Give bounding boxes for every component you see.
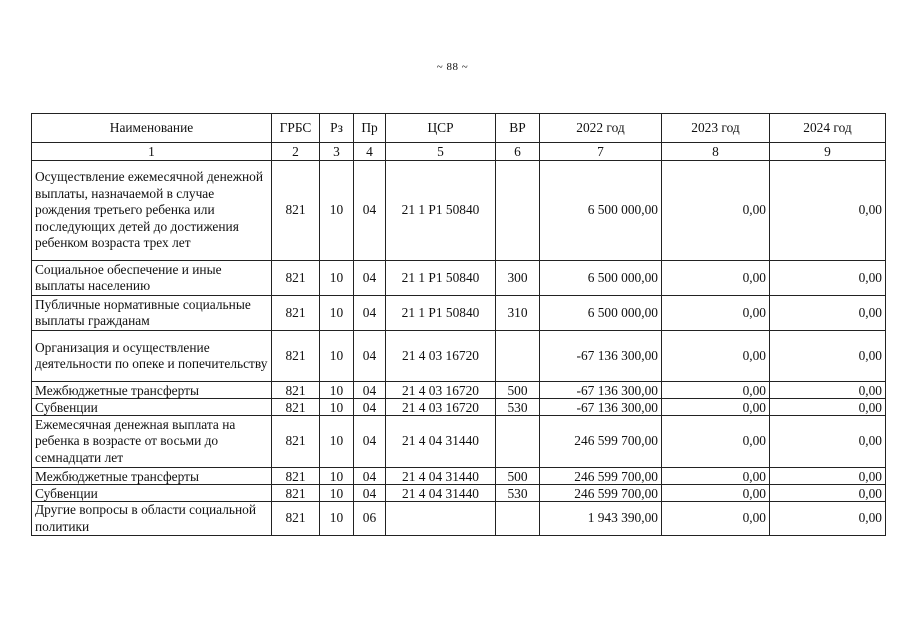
row-grbs: 821 [272,485,320,502]
row-vr [496,161,540,261]
table-row [32,382,886,399]
row-pr: 04 [354,399,386,416]
row-2024: 0,00 [770,485,886,502]
table-row [32,296,886,331]
row-csr: 21 4 03 16720 [386,331,496,382]
row-rz: 10 [320,296,354,331]
row-2022: 246 599 700,00 [540,468,662,485]
column-number: 3 [320,143,354,161]
table-row [32,161,886,261]
row-pr: 04 [354,468,386,485]
row-rz: 10 [320,331,354,382]
row-name: Субвенции [32,399,272,416]
row-rz: 10 [320,485,354,502]
row-csr: 21 4 03 16720 [386,399,496,416]
row-vr: 530 [496,399,540,416]
row-csr: 21 1 P1 50840 [386,161,496,261]
row-csr: 21 1 P1 50840 [386,261,496,296]
row-name: Межбюджетные трансферты [32,382,272,399]
row-grbs: 821 [272,261,320,296]
page-number: ~ 88 ~ [436,61,469,73]
column-number: 8 [662,143,770,161]
row-2023: 0,00 [662,416,770,468]
row-grbs: 821 [272,502,320,536]
header-2022: 2022 год [540,114,662,143]
header-grbs: ГРБС [272,114,320,143]
row-2023: 0,00 [662,468,770,485]
table-row [32,331,886,382]
row-vr: 530 [496,485,540,502]
column-number: 6 [496,143,540,161]
row-2024: 0,00 [770,161,886,261]
row-pr: 04 [354,296,386,331]
header-rz: Рз [320,114,354,143]
header-2023: 2023 год [662,114,770,143]
row-rz: 10 [320,416,354,468]
row-grbs: 821 [272,416,320,468]
row-vr: 300 [496,261,540,296]
row-2023: 0,00 [662,502,770,536]
table-row [32,502,886,536]
table-row [32,399,886,416]
column-number: 5 [386,143,496,161]
row-grbs: 821 [272,399,320,416]
column-number: 2 [272,143,320,161]
row-pr: 04 [354,261,386,296]
row-2024: 0,00 [770,261,886,296]
row-pr: 04 [354,485,386,502]
row-2022: 6 500 000,00 [540,261,662,296]
header-vr: ВР [496,114,540,143]
column-number: 9 [770,143,886,161]
row-grbs: 821 [272,331,320,382]
row-csr: 21 1 P1 50840 [386,296,496,331]
row-pr: 04 [354,331,386,382]
row-name: Публичные нормативные социальные выплаты гражданам [32,296,272,331]
row-grbs: 821 [272,382,320,399]
row-2022: 6 500 000,00 [540,296,662,331]
row-csr: 21 4 04 31440 [386,485,496,502]
row-name: Субвенции [32,485,272,502]
column-number-row [32,143,886,161]
row-vr: 500 [496,382,540,399]
row-name: Ежемесячная денежная выплата на ребенка в возрасте от восьми до семнадцати лет [32,416,272,468]
row-pr: 04 [354,161,386,261]
row-csr: 21 4 04 31440 [386,468,496,485]
row-vr [496,331,540,382]
row-name: Организация и осуществление деятельности по опеке и попечительству [32,331,272,382]
row-2023: 0,00 [662,161,770,261]
row-name: Социальное обеспечение и иные выплаты населению [32,261,272,296]
row-2022: -67 136 300,00 [540,382,662,399]
row-2024: 0,00 [770,416,886,468]
row-2022: 1 943 390,00 [540,502,662,536]
row-rz: 10 [320,399,354,416]
row-pr: 04 [354,382,386,399]
row-2024: 0,00 [770,399,886,416]
row-grbs: 821 [272,468,320,485]
row-2022: 246 599 700,00 [540,416,662,468]
row-csr: 21 4 03 16720 [386,382,496,399]
header-row [32,114,886,143]
row-2023: 0,00 [662,296,770,331]
row-2022: -67 136 300,00 [540,331,662,382]
row-vr: 310 [496,296,540,331]
row-name: Осуществление ежемесячной денежной выплаты, назначаемой в случае рождения третьего ребенка или последующих детей до достижения ребенком возраста трех лет [32,161,272,261]
row-pr: 04 [354,416,386,468]
row-2022: -67 136 300,00 [540,399,662,416]
row-2023: 0,00 [662,261,770,296]
row-2023: 0,00 [662,399,770,416]
table-row [32,261,886,296]
row-pr: 06 [354,502,386,536]
row-2022: 246 599 700,00 [540,485,662,502]
row-grbs: 821 [272,296,320,331]
row-rz: 10 [320,161,354,261]
header-2024: 2024 год [770,114,886,143]
table-row [32,485,886,502]
row-name: Другие вопросы в области социальной политики [32,502,272,536]
header-pr: Пр [354,114,386,143]
row-2023: 0,00 [662,382,770,399]
column-number: 1 [32,143,272,161]
row-2023: 0,00 [662,331,770,382]
row-name: Межбюджетные трансферты [32,468,272,485]
row-rz: 10 [320,261,354,296]
budget-table [31,113,886,536]
header-name: Наименование [32,114,272,143]
header-csr: ЦСР [386,114,496,143]
row-csr [386,502,496,536]
row-vr [496,416,540,468]
row-2024: 0,00 [770,296,886,331]
table-row [32,468,886,485]
row-grbs: 821 [272,161,320,261]
row-rz: 10 [320,468,354,485]
row-rz: 10 [320,382,354,399]
row-2022: 6 500 000,00 [540,161,662,261]
row-csr: 21 4 04 31440 [386,416,496,468]
row-2024: 0,00 [770,502,886,536]
row-2023: 0,00 [662,485,770,502]
row-vr [496,502,540,536]
row-rz: 10 [320,502,354,536]
row-2024: 0,00 [770,331,886,382]
column-number: 4 [354,143,386,161]
row-2024: 0,00 [770,468,886,485]
table-row [32,416,886,468]
column-number: 7 [540,143,662,161]
row-2024: 0,00 [770,382,886,399]
row-vr: 500 [496,468,540,485]
